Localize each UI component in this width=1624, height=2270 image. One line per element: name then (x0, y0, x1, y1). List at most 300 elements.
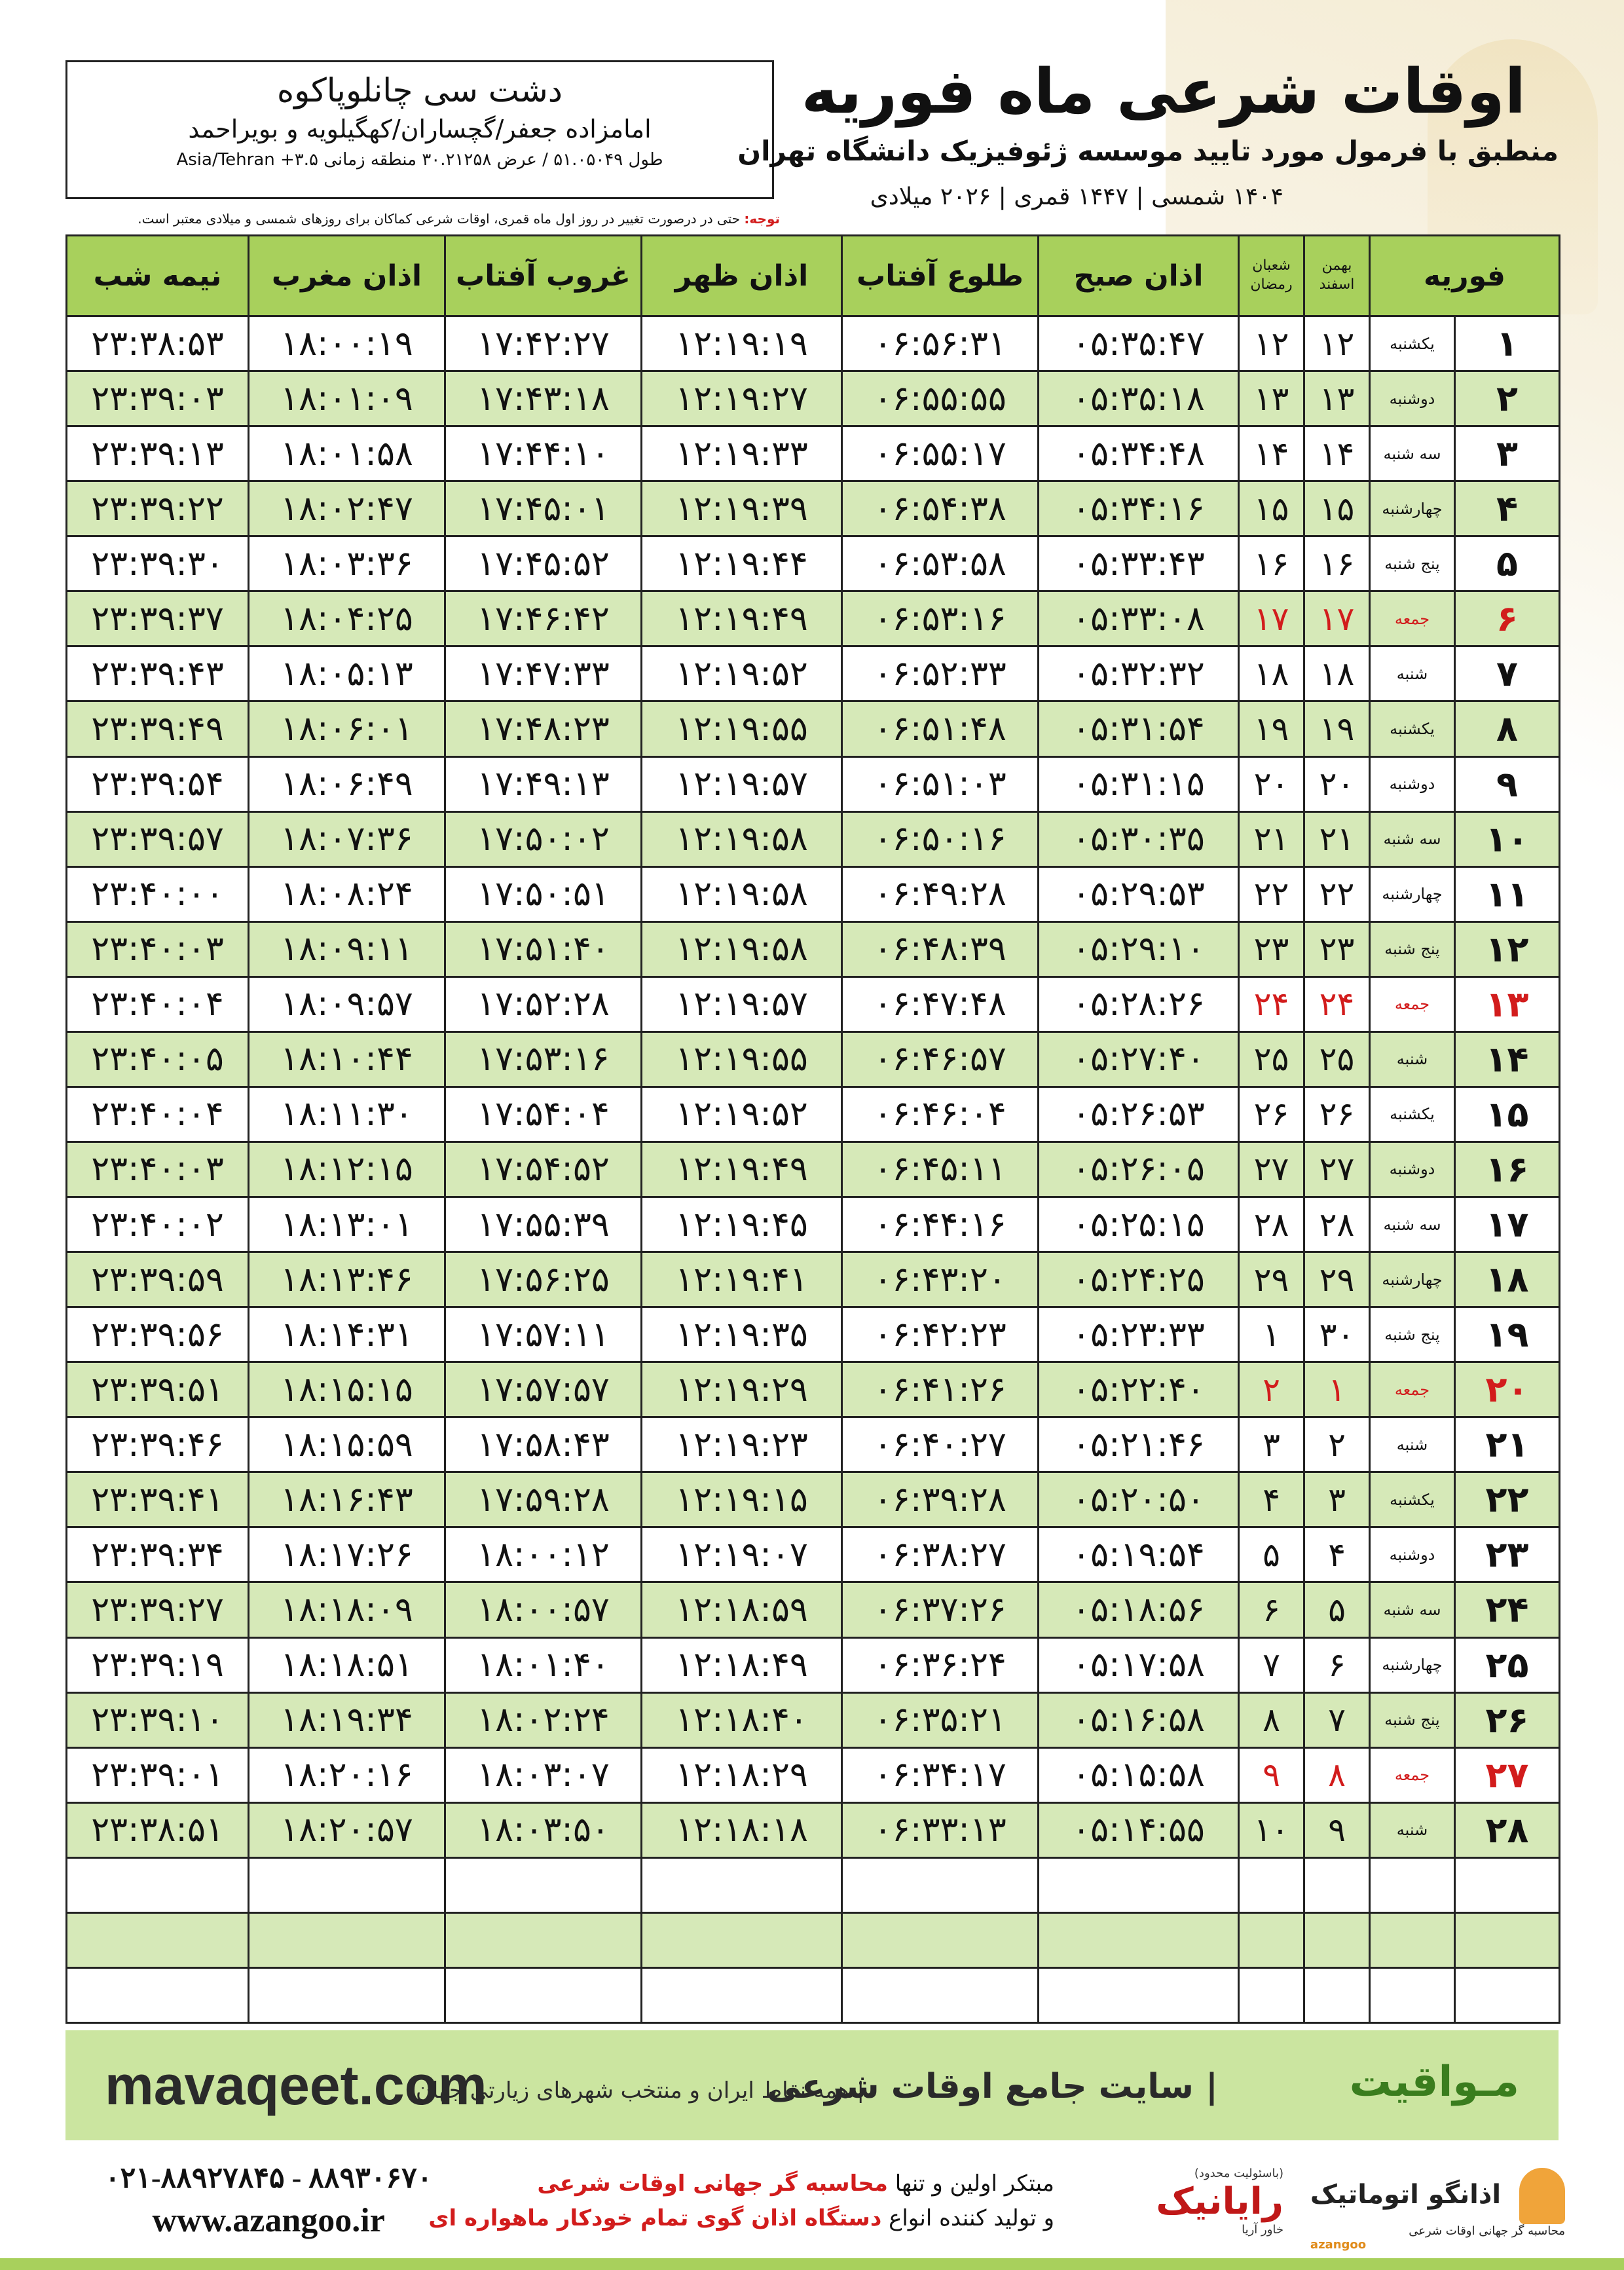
prayer-times-table (65, 234, 1560, 2024)
cell-day: ۱ (1455, 316, 1560, 371)
cell-midnight: ۲۳:۳۹:۵۶ (67, 1307, 249, 1362)
footer-line-2-a: و تولید کننده انواع (889, 2205, 1054, 2231)
cell-weekday: جمعه (1370, 977, 1455, 1032)
cell-midnight: ۲۳:۳۹:۴۶ (67, 1417, 249, 1472)
cell-day: ۱۹ (1455, 1307, 1560, 1362)
cell-empty (67, 1967, 249, 2022)
cell-dhuhr: ۱۲:۱۸:۴۹ (642, 1637, 842, 1692)
cell-dhuhr: ۱۲:۱۹:۵۲ (642, 1087, 842, 1142)
cell-empty (249, 1967, 445, 2022)
cell-weekday: پنج شنبه (1370, 1307, 1455, 1362)
cell-hijri-date: ۹ (1239, 1747, 1304, 1802)
cell-persian-date: ۱۶ (1304, 536, 1370, 591)
table-row (67, 426, 1560, 481)
cell-persian-date: ۲۴ (1304, 977, 1370, 1032)
cell-midnight: ۲۳:۳۹:۳۴ (67, 1527, 249, 1582)
cell-sunrise: ۰۶:۵۶:۳۱ (842, 316, 1039, 371)
cell-midnight: ۲۳:۴۰:۰۴ (67, 977, 249, 1032)
cell-dhuhr: ۱۲:۱۹:۲۷ (642, 371, 842, 426)
cell-dhuhr: ۱۲:۱۹:۵۲ (642, 646, 842, 701)
table-row (67, 1252, 1560, 1307)
cell-hijri-date: ۲۱ (1239, 811, 1304, 866)
cell-dhuhr: ۱۲:۱۹:۲۳ (642, 1417, 842, 1472)
cell-sunset: ۱۷:۵۰:۵۱ (445, 866, 642, 921)
cell-maghrib: ۱۸:۰۰:۱۹ (249, 316, 445, 371)
cell-sunrise: ۰۶:۴۶:۰۴ (842, 1087, 1039, 1142)
cell-sunset: ۱۷:۴۷:۳۳ (445, 646, 642, 701)
cell-day: ۲۳ (1455, 1527, 1560, 1582)
cell-sunset: ۱۷:۵۷:۱۱ (445, 1307, 642, 1362)
cell-sunrise: ۰۶:۵۱:۴۸ (842, 701, 1039, 756)
footer-line-2 (428, 2201, 1054, 2236)
cell-sunrise: ۰۶:۴۳:۲۰ (842, 1252, 1039, 1307)
cell-sunset: ۱۷:۵۶:۲۵ (445, 1252, 642, 1307)
cell-dhuhr: ۱۲:۱۹:۵۸ (642, 921, 842, 977)
cell-maghrib: ۱۸:۲۰:۱۶ (249, 1747, 445, 1802)
cell-weekday: سه شنبه (1370, 1197, 1455, 1252)
cell-fajr: ۰۵:۱۴:۵۵ (1039, 1802, 1239, 1857)
header-midnight: نیمه شب (67, 236, 249, 316)
location-coords: طول ۵۱.۰۵۰۴۹ / عرض ۳۰.۲۱۲۵۸ منطقه زمانی Asia/Tehran +۳.۵ (176, 150, 663, 170)
cell-sunset: ۱۷:۵۵:۳۹ (445, 1197, 642, 1252)
cell-weekday: چهارشنبه (1370, 481, 1455, 536)
table-row (67, 701, 1560, 756)
table-header-row (67, 236, 1560, 316)
cell-sunrise: ۰۶:۳۷:۲۶ (842, 1582, 1039, 1637)
cell-hijri-date: ۱۲ (1239, 316, 1304, 371)
cell-fajr: ۰۵:۲۵:۱۵ (1039, 1197, 1239, 1252)
footer-line-1-b: محاسبه گر جهانی اوقات شرعی (537, 2170, 888, 2197)
cell-empty (445, 1912, 642, 1967)
cell-day: ۱۶ (1455, 1142, 1560, 1197)
cell-weekday: دوشنبه (1370, 371, 1455, 426)
cell-maghrib: ۱۸:۰۲:۴۷ (249, 481, 445, 536)
footer-description (428, 2167, 1054, 2235)
cell-persian-date: ۴ (1304, 1527, 1370, 1582)
table-row (67, 1472, 1560, 1527)
cell-fajr: ۰۵:۲۰:۵۰ (1039, 1472, 1239, 1527)
cell-midnight: ۲۳:۳۸:۵۱ (67, 1802, 249, 1857)
cell-hijri-date: ۴ (1239, 1472, 1304, 1527)
cell-maghrib: ۱۸:۰۶:۴۹ (249, 756, 445, 811)
header-sunrise: طلوع آفتاب (842, 236, 1039, 316)
cell-hijri-date: ۲۷ (1239, 1142, 1304, 1197)
cell-persian-date: ۷ (1304, 1692, 1370, 1747)
cell-sunset: ۱۸:۰۳:۵۰ (445, 1802, 642, 1857)
cell-sunrise: ۰۶:۴۰:۲۷ (842, 1417, 1039, 1472)
footer-contact (105, 2161, 432, 2240)
cell-day: ۲۲ (1455, 1472, 1560, 1527)
header-maghrib: اذان مغرب (249, 236, 445, 316)
cell-day: ۵ (1455, 536, 1560, 591)
cell-maghrib: ۱۸:۱۶:۴۳ (249, 1472, 445, 1527)
cell-hijri-date: ۲۶ (1239, 1087, 1304, 1142)
cell-hijri-date: ۲۳ (1239, 921, 1304, 977)
cell-dhuhr: ۱۲:۱۸:۵۹ (642, 1582, 842, 1637)
cell-fajr: ۰۵:۲۱:۴۶ (1039, 1417, 1239, 1472)
cell-midnight: ۲۳:۳۹:۵۴ (67, 756, 249, 811)
cell-fajr: ۰۵:۲۶:۰۵ (1039, 1142, 1239, 1197)
cell-sunset: ۱۷:۴۵:۰۱ (445, 481, 642, 536)
cell-persian-date: ۱۹ (1304, 701, 1370, 756)
cell-empty (249, 1857, 445, 1912)
cell-fajr: ۰۵:۲۹:۱۰ (1039, 921, 1239, 977)
cell-persian-date: ۲۰ (1304, 756, 1370, 811)
cell-persian-date: ۳ (1304, 1472, 1370, 1527)
cell-sunset: ۱۸:۰۳:۰۷ (445, 1747, 642, 1802)
cell-midnight: ۲۳:۳۹:۵۹ (67, 1252, 249, 1307)
footer-website: www.azangoo.ir (152, 2202, 385, 2239)
table-row (67, 1802, 1560, 1857)
cell-midnight: ۲۳:۳۹:۲۲ (67, 481, 249, 536)
cell-persian-date: ۲۷ (1304, 1142, 1370, 1197)
cell-weekday: سه شنبه (1370, 1582, 1455, 1637)
banner-tagline-secondary: | همه نقاط ایران و منتخب شهرهای زیارتی جهان (415, 2077, 864, 2104)
cell-hijri-date: ۷ (1239, 1637, 1304, 1692)
cell-weekday: شنبه (1370, 1032, 1455, 1087)
cell-empty (842, 1857, 1039, 1912)
table-row (67, 1417, 1560, 1472)
header-persian-top: بهمن (1321, 257, 1352, 274)
cell-weekday: یکشنبه (1370, 1087, 1455, 1142)
cell-weekday: سه شنبه (1370, 811, 1455, 866)
cell-hijri-date: ۲۴ (1239, 977, 1304, 1032)
cell-fajr: ۰۵:۳۱:۵۴ (1039, 701, 1239, 756)
header-hijri-month (1239, 236, 1304, 316)
table-row (67, 1582, 1560, 1637)
table-row (67, 646, 1560, 701)
cell-empty (1455, 1912, 1560, 1967)
table-row (67, 866, 1560, 921)
calendar-years: ۱۴۰۴ شمسی | ۱۴۴۷ قمری | ۲۰۲۶ میلادی (870, 183, 1283, 210)
cell-sunrise: ۰۶:۳۵:۲۱ (842, 1692, 1039, 1747)
footer-line-2-b: دستگاه اذان گوی تمام خودکار ماهواره ای (428, 2205, 882, 2231)
table-row-empty (67, 1857, 1560, 1912)
table-row (67, 1307, 1560, 1362)
cell-midnight: ۲۳:۳۹:۱۰ (67, 1692, 249, 1747)
azangoo-logo-en: azangoo (1310, 2238, 1367, 2252)
cell-hijri-date: ۱۹ (1239, 701, 1304, 756)
cell-hijri-date: ۲۸ (1239, 1197, 1304, 1252)
cell-sunrise: ۰۶:۳۹:۲۸ (842, 1472, 1039, 1527)
cell-midnight: ۲۳:۳۹:۰۱ (67, 1747, 249, 1802)
cell-dhuhr: ۱۲:۱۹:۲۹ (642, 1362, 842, 1417)
cell-sunset: ۱۷:۴۶:۴۲ (445, 591, 642, 646)
cell-hijri-date: ۲ (1239, 1362, 1304, 1417)
rayanik-logo (1156, 2167, 1283, 2237)
banner-site-url: mavaqeet.com (105, 2055, 487, 2116)
cell-fajr: ۰۵:۳۲:۳۲ (1039, 646, 1239, 701)
cell-empty (1455, 1857, 1560, 1912)
cell-hijri-date: ۱۷ (1239, 591, 1304, 646)
cell-dhuhr: ۱۲:۱۹:۵۵ (642, 701, 842, 756)
cell-persian-date: ۹ (1304, 1802, 1370, 1857)
azangoo-logo-sub: محاسبه گر جهانی اوقات شرعی (1409, 2224, 1565, 2238)
cell-persian-date: ۸ (1304, 1747, 1370, 1802)
cell-day: ۲۸ (1455, 1802, 1560, 1857)
cell-maghrib: ۱۸:۱۹:۳۴ (249, 1692, 445, 1747)
cell-empty (1304, 1912, 1370, 1967)
cell-weekday: پنج شنبه (1370, 921, 1455, 977)
location-name: دشت سی چانلوپاکوه (276, 71, 563, 109)
cell-maghrib: ۱۸:۰۵:۱۳ (249, 646, 445, 701)
cell-sunset: ۱۷:۴۹:۱۳ (445, 756, 642, 811)
cell-empty (445, 1857, 642, 1912)
cell-hijri-date: ۳ (1239, 1417, 1304, 1472)
cell-maghrib: ۱۸:۲۰:۵۷ (249, 1802, 445, 1857)
cell-maghrib: ۱۸:۰۴:۲۵ (249, 591, 445, 646)
cell-persian-date: ۲۱ (1304, 811, 1370, 866)
cell-persian-date: ۲۸ (1304, 1197, 1370, 1252)
cell-fajr: ۰۵:۱۶:۵۸ (1039, 1692, 1239, 1747)
cell-fajr: ۰۵:۳۱:۱۵ (1039, 756, 1239, 811)
cell-day: ۷ (1455, 646, 1560, 701)
cell-maghrib: ۱۸:۱۳:۰۱ (249, 1197, 445, 1252)
cell-fajr: ۰۵:۳۵:۴۷ (1039, 316, 1239, 371)
cell-empty (1039, 1967, 1239, 2022)
cell-sunset: ۱۷:۴۲:۲۷ (445, 316, 642, 371)
cell-persian-date: ۱ (1304, 1362, 1370, 1417)
cell-fajr: ۰۵:۳۰:۳۵ (1039, 811, 1239, 866)
cell-midnight: ۲۳:۴۰:۰۳ (67, 921, 249, 977)
website-banner (65, 2030, 1559, 2140)
azangoo-logo (1310, 2168, 1565, 2252)
table-row-empty (67, 1967, 1560, 2022)
table-row (67, 977, 1560, 1032)
cell-maghrib: ۱۸:۱۷:۲۶ (249, 1527, 445, 1582)
cell-day: ۲ (1455, 371, 1560, 426)
table-row (67, 481, 1560, 536)
table-row (67, 1362, 1560, 1417)
cell-fajr: ۰۵:۳۵:۱۸ (1039, 371, 1239, 426)
cell-maghrib: ۱۸:۱۸:۵۱ (249, 1637, 445, 1692)
cell-day: ۳ (1455, 426, 1560, 481)
cell-dhuhr: ۱۲:۱۹:۴۵ (642, 1197, 842, 1252)
cell-maghrib: ۱۸:۰۳:۳۶ (249, 536, 445, 591)
cell-midnight: ۲۳:۳۹:۲۷ (67, 1582, 249, 1637)
footer-line-1 (428, 2167, 1054, 2201)
cell-persian-date: ۳۰ (1304, 1307, 1370, 1362)
cell-persian-date: ۲۳ (1304, 921, 1370, 977)
cell-dhuhr: ۱۲:۱۹:۴۹ (642, 591, 842, 646)
cell-day: ۱۲ (1455, 921, 1560, 977)
cell-fajr: ۰۵:۲۸:۲۶ (1039, 977, 1239, 1032)
cell-midnight: ۲۳:۳۸:۵۳ (67, 316, 249, 371)
cell-maghrib: ۱۸:۱۲:۱۵ (249, 1142, 445, 1197)
cell-empty (1039, 1857, 1239, 1912)
cell-empty (842, 1912, 1039, 1967)
header-fajr: اذان صبح (1039, 236, 1239, 316)
cell-sunrise: ۰۶:۵۵:۵۵ (842, 371, 1039, 426)
cell-empty (1370, 1912, 1455, 1967)
cell-maghrib: ۱۸:۱۰:۴۴ (249, 1032, 445, 1087)
cell-midnight: ۲۳:۳۹:۳۰ (67, 536, 249, 591)
cell-weekday: پنج شنبه (1370, 536, 1455, 591)
cell-day: ۱۵ (1455, 1087, 1560, 1142)
cell-sunset: ۱۷:۵۹:۲۸ (445, 1472, 642, 1527)
cell-maghrib: ۱۸:۰۷:۳۶ (249, 811, 445, 866)
cell-sunrise: ۰۶:۵۵:۱۷ (842, 426, 1039, 481)
cell-dhuhr: ۱۲:۱۹:۵۸ (642, 866, 842, 921)
cell-dhuhr: ۱۲:۱۹:۵۷ (642, 756, 842, 811)
table-row (67, 1087, 1560, 1142)
cell-sunset: ۱۷:۴۵:۵۲ (445, 536, 642, 591)
cell-weekday: یکشنبه (1370, 316, 1455, 371)
cell-hijri-date: ۱۳ (1239, 371, 1304, 426)
cell-fajr: ۰۵:۲۶:۵۳ (1039, 1087, 1239, 1142)
table-row (67, 1197, 1560, 1252)
cell-maghrib: ۱۸:۱۵:۱۵ (249, 1362, 445, 1417)
cell-maghrib: ۱۸:۰۹:۱۱ (249, 921, 445, 977)
cell-hijri-date: ۱۶ (1239, 536, 1304, 591)
table-row (67, 921, 1560, 977)
cell-weekday: شنبه (1370, 1417, 1455, 1472)
cell-empty (1370, 1857, 1455, 1912)
banner-brand: مـواقیت (1349, 2058, 1519, 2106)
cell-sunrise: ۰۶:۵۰:۱۶ (842, 811, 1039, 866)
cell-sunset: ۱۷:۵۲:۲۸ (445, 977, 642, 1032)
cell-midnight: ۲۳:۳۹:۱۳ (67, 426, 249, 481)
cell-sunrise: ۰۶:۳۶:۲۴ (842, 1637, 1039, 1692)
cell-empty (1039, 1912, 1239, 1967)
cell-dhuhr: ۱۲:۱۹:۳۵ (642, 1307, 842, 1362)
cell-midnight: ۲۳:۳۹:۳۷ (67, 591, 249, 646)
notice (63, 211, 780, 227)
cell-fajr: ۰۵:۳۳:۴۳ (1039, 536, 1239, 591)
cell-midnight: ۲۳:۴۰:۰۲ (67, 1197, 249, 1252)
header-month: فوریه (1370, 236, 1560, 316)
cell-empty (642, 1912, 842, 1967)
cell-midnight: ۲۳:۳۹:۵۷ (67, 811, 249, 866)
cell-day: ۲۷ (1455, 1747, 1560, 1802)
cell-sunrise: ۰۶:۴۶:۵۷ (842, 1032, 1039, 1087)
header-hijri-bottom: رمضان (1250, 276, 1293, 293)
cell-day: ۲۰ (1455, 1362, 1560, 1417)
cell-sunrise: ۰۶:۳۸:۲۷ (842, 1527, 1039, 1582)
cell-fajr: ۰۵:۱۸:۵۶ (1039, 1582, 1239, 1637)
cell-hijri-date: ۵ (1239, 1527, 1304, 1582)
notice-text: حتی در درصورت تغییر در روز اول ماه قمری، اوقات شرعی کماکان برای روزهای شمسی و میلادی معتبر است. (138, 211, 741, 227)
cell-persian-date: ۱۲ (1304, 316, 1370, 371)
rayanik-logo-text: رایانیک (1156, 2180, 1283, 2223)
bottom-bar (0, 2258, 1624, 2270)
cell-sunrise: ۰۶:۵۳:۱۶ (842, 591, 1039, 646)
cell-empty (842, 1967, 1039, 2022)
cell-hijri-date: ۶ (1239, 1582, 1304, 1637)
cell-maghrib: ۱۸:۱۳:۴۶ (249, 1252, 445, 1307)
cell-sunset: ۱۷:۵۸:۴۳ (445, 1417, 642, 1472)
cell-maghrib: ۱۸:۱۱:۳۰ (249, 1087, 445, 1142)
cell-empty (1370, 1967, 1455, 2022)
cell-sunset: ۱۷:۴۴:۱۰ (445, 426, 642, 481)
cell-fajr: ۰۵:۲۲:۴۰ (1039, 1362, 1239, 1417)
cell-hijri-date: ۲۵ (1239, 1032, 1304, 1087)
cell-day: ۲۴ (1455, 1582, 1560, 1637)
cell-fajr: ۰۵:۲۷:۴۰ (1039, 1032, 1239, 1087)
cell-empty (642, 1857, 842, 1912)
cell-midnight: ۲۳:۳۹:۵۱ (67, 1362, 249, 1417)
cell-dhuhr: ۱۲:۱۹:۵۷ (642, 977, 842, 1032)
cell-sunset: ۱۷:۴۳:۱۸ (445, 371, 642, 426)
cell-weekday: جمعه (1370, 1747, 1455, 1802)
cell-hijri-date: ۱۴ (1239, 426, 1304, 481)
cell-maghrib: ۱۸:۰۸:۲۴ (249, 866, 445, 921)
table-row (67, 1637, 1560, 1692)
cell-persian-date: ۱۴ (1304, 426, 1370, 481)
cell-sunset: ۱۷:۵۴:۰۴ (445, 1087, 642, 1142)
cell-sunrise: ۰۶:۳۴:۱۷ (842, 1747, 1039, 1802)
page-subtitle: منطبق با فرمول مورد تایید موسسه ژئوفیزیک دانشگاه تهران (737, 135, 1559, 167)
header-persian-month (1304, 236, 1370, 316)
cell-maghrib: ۱۸:۰۱:۵۸ (249, 426, 445, 481)
cell-midnight: ۲۳:۴۰:۰۵ (67, 1032, 249, 1087)
cell-sunrise: ۰۶:۴۲:۲۳ (842, 1307, 1039, 1362)
cell-weekday: پنج شنبه (1370, 1692, 1455, 1747)
cell-persian-date: ۱۸ (1304, 646, 1370, 701)
rayanik-logo-sub: خاور آریا (1242, 2223, 1283, 2237)
header-dhuhr: اذان ظهر (642, 236, 842, 316)
cell-hijri-date: ۲۹ (1239, 1252, 1304, 1307)
cell-sunset: ۱۷:۵۴:۵۲ (445, 1142, 642, 1197)
cell-dhuhr: ۱۲:۱۹:۴۴ (642, 536, 842, 591)
cell-day: ۱۸ (1455, 1252, 1560, 1307)
cell-sunset: ۱۷:۵۷:۵۷ (445, 1362, 642, 1417)
cell-sunrise: ۰۶:۴۵:۱۱ (842, 1142, 1039, 1197)
cell-day: ۴ (1455, 481, 1560, 536)
cell-persian-date: ۲۵ (1304, 1032, 1370, 1087)
rayanik-logo-note: (باسئولیت محدود) (1194, 2167, 1283, 2180)
cell-fajr: ۰۵:۱۹:۵۴ (1039, 1527, 1239, 1582)
table-row (67, 1527, 1560, 1582)
cell-sunset: ۱۷:۵۱:۴۰ (445, 921, 642, 977)
cell-day: ۲۶ (1455, 1692, 1560, 1747)
cell-midnight: ۲۳:۴۰:۰۳ (67, 1142, 249, 1197)
cell-sunrise: ۰۶:۵۲:۳۳ (842, 646, 1039, 701)
cell-dhuhr: ۱۲:۱۹:۱۵ (642, 1472, 842, 1527)
cell-hijri-date: ۲۲ (1239, 866, 1304, 921)
cell-midnight: ۲۳:۴۰:۰۴ (67, 1087, 249, 1142)
cell-empty (249, 1912, 445, 1967)
table-row (67, 811, 1560, 866)
azangoo-logo-text: اذانگو اتوماتیک (1310, 2180, 1502, 2210)
cell-day: ۱۴ (1455, 1032, 1560, 1087)
cell-dhuhr: ۱۲:۱۹:۵۵ (642, 1032, 842, 1087)
cell-dhuhr: ۱۲:۱۹:۱۹ (642, 316, 842, 371)
cell-sunset: ۱۷:۵۳:۱۶ (445, 1032, 642, 1087)
cell-persian-date: ۲۶ (1304, 1087, 1370, 1142)
cell-midnight: ۲۳:۳۹:۴۱ (67, 1472, 249, 1527)
cell-sunrise: ۰۶:۵۳:۵۸ (842, 536, 1039, 591)
cell-weekday: یکشنبه (1370, 1472, 1455, 1527)
cell-sunrise: ۰۶:۴۹:۲۸ (842, 866, 1039, 921)
cell-day: ۹ (1455, 756, 1560, 811)
cell-sunrise: ۰۶:۴۴:۱۶ (842, 1197, 1039, 1252)
cell-sunset: ۱۷:۴۸:۲۳ (445, 701, 642, 756)
table-row (67, 591, 1560, 646)
cell-fajr: ۰۵:۲۹:۵۳ (1039, 866, 1239, 921)
cell-dhuhr: ۱۲:۱۹:۴۹ (642, 1142, 842, 1197)
cell-sunset: ۱۸:۰۰:۵۷ (445, 1582, 642, 1637)
cell-midnight: ۲۳:۳۹:۴۹ (67, 701, 249, 756)
cell-fajr: ۰۵:۳۳:۰۸ (1039, 591, 1239, 646)
cell-midnight: ۲۳:۳۹:۴۳ (67, 646, 249, 701)
cell-midnight: ۲۳:۴۰:۰۰ (67, 866, 249, 921)
cell-sunrise: ۰۶:۴۷:۴۸ (842, 977, 1039, 1032)
cell-dhuhr: ۱۲:۱۸:۲۹ (642, 1747, 842, 1802)
cell-sunrise: ۰۶:۵۱:۰۳ (842, 756, 1039, 811)
cell-sunset: ۱۸:۰۱:۴۰ (445, 1637, 642, 1692)
table-row (67, 536, 1560, 591)
